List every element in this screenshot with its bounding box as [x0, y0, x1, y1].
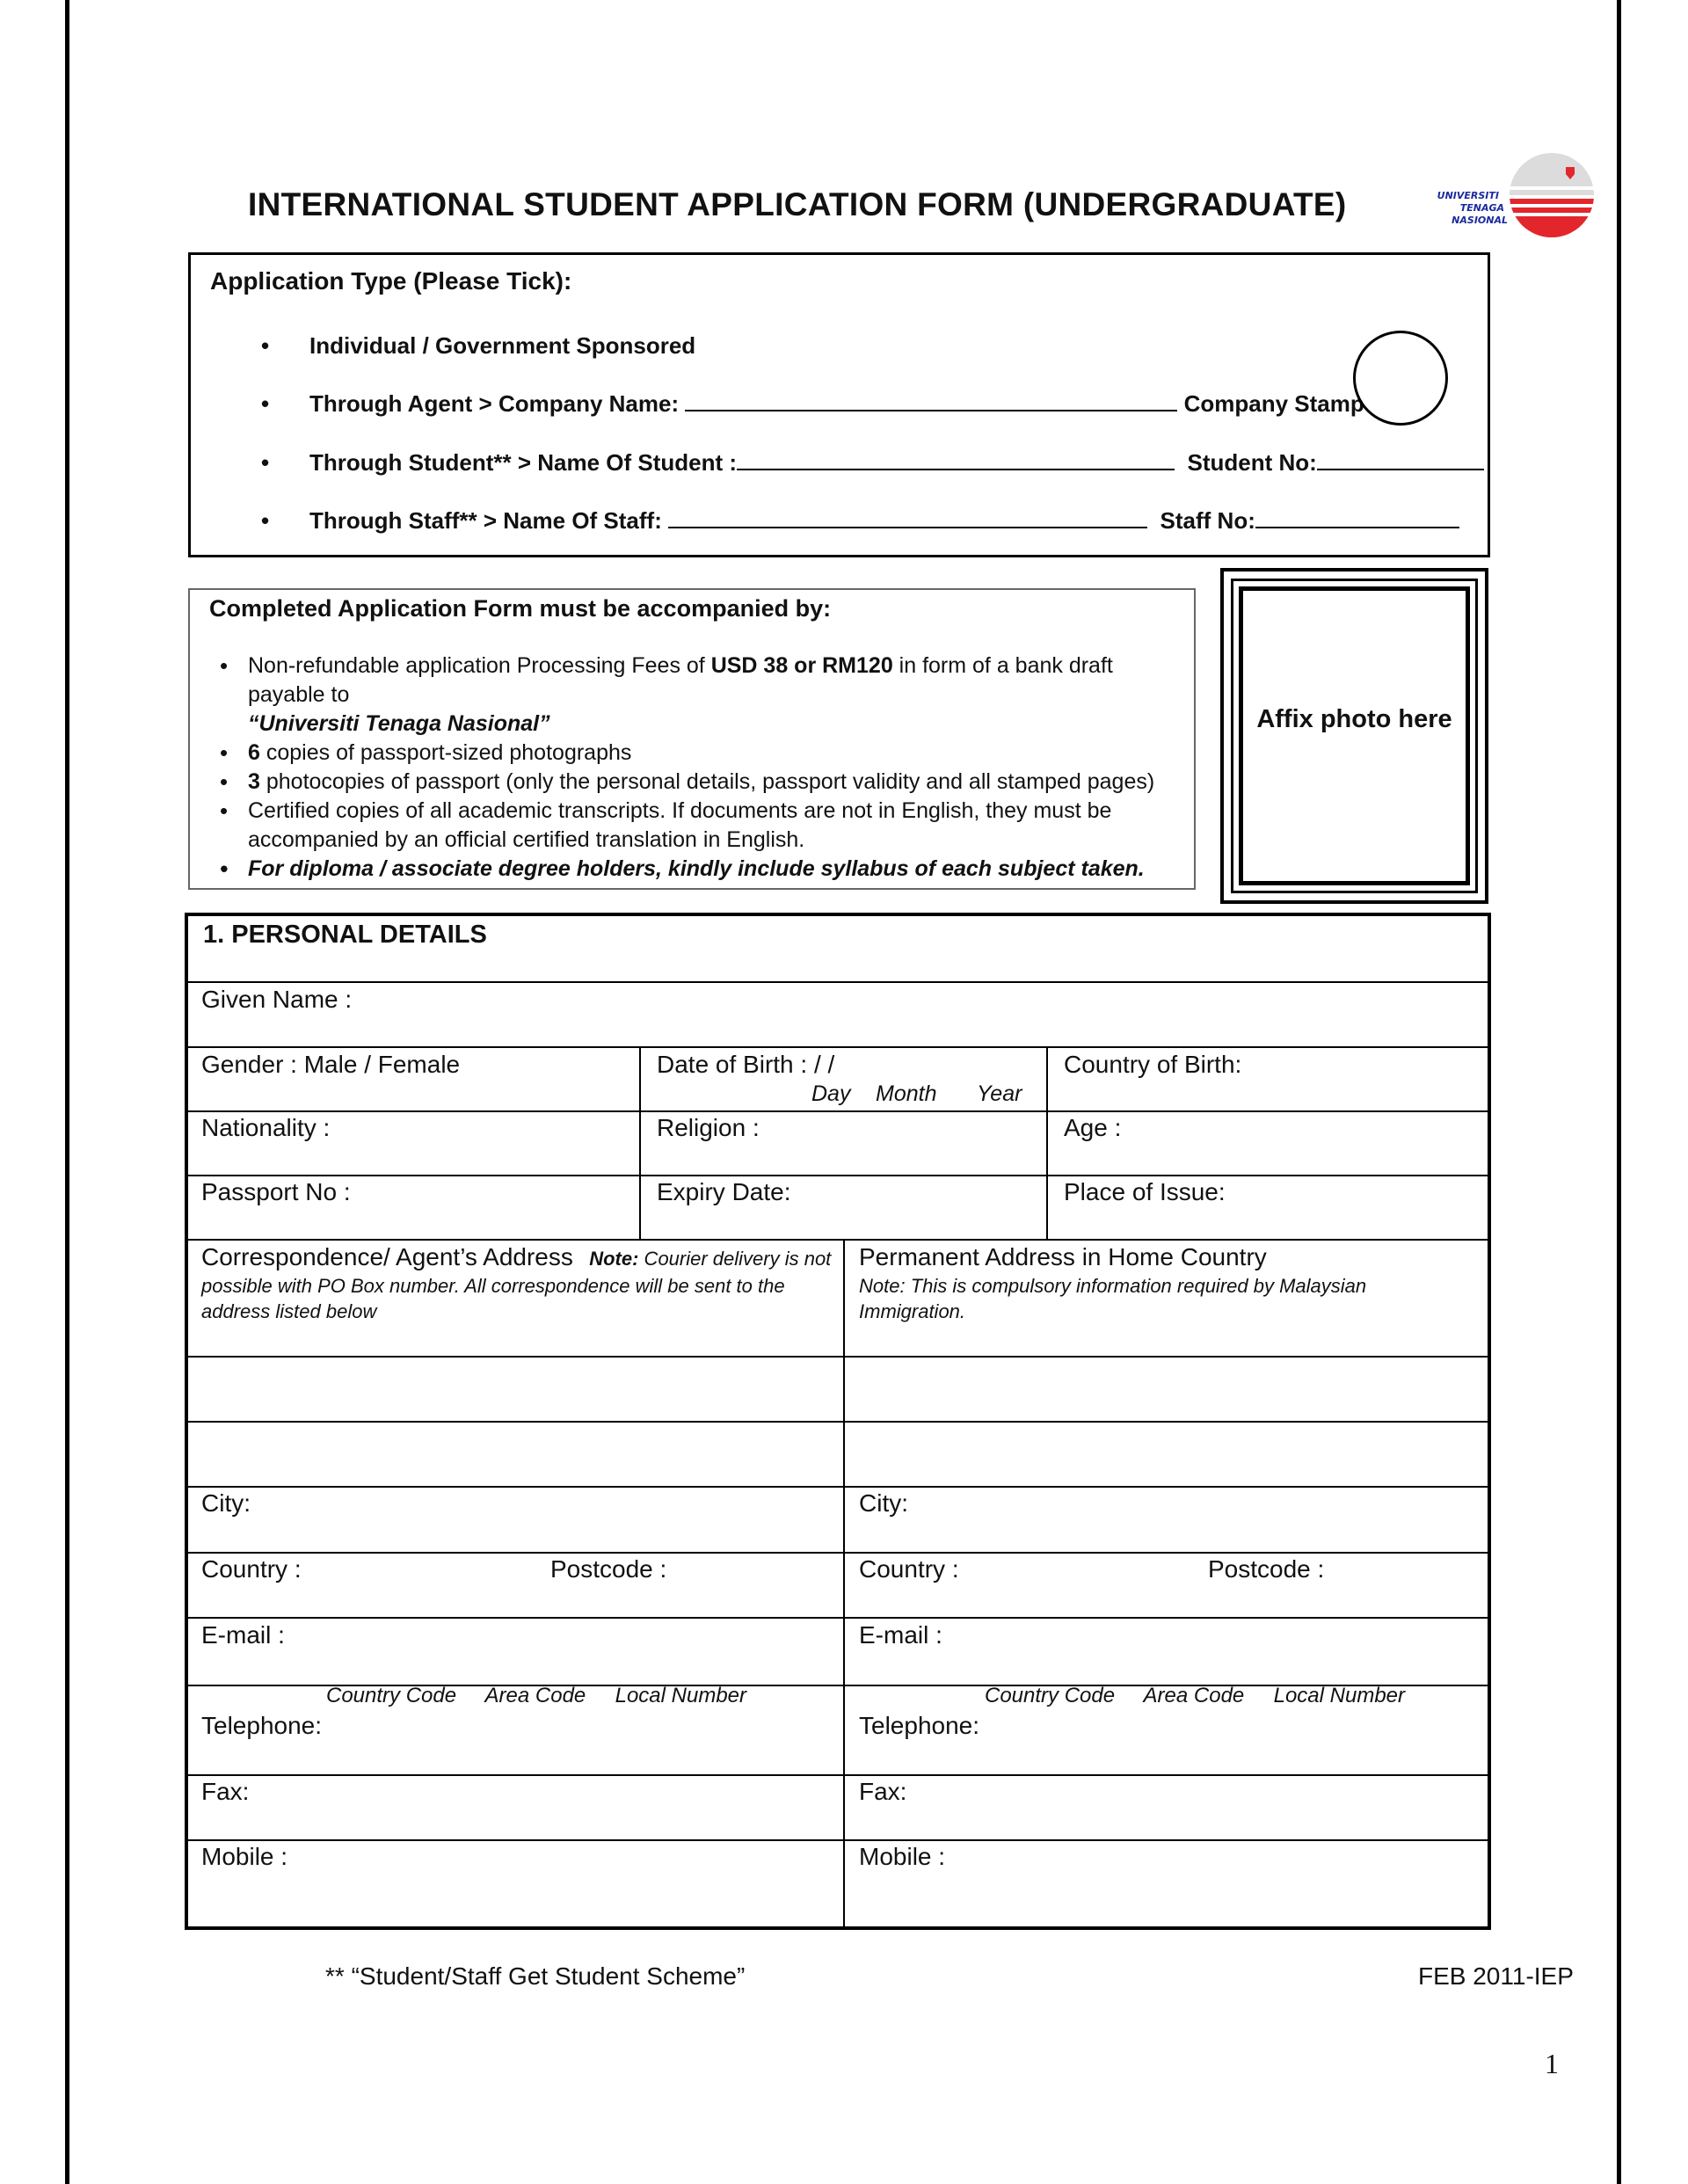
bullet-icon: •: [261, 507, 270, 534]
requirement-item: • Certified copies of all academic transcripts. If documents are not in English, they must be accompanied by an official certified translation in English.: [248, 797, 1194, 855]
correspondence-address-title: Correspondence/ Agent’s Address Note: Courier delivery is not: [201, 1243, 832, 1270]
page-right-border: [1617, 0, 1621, 2184]
affix-photo-label: Affix photo here: [1256, 705, 1452, 733]
correspondence-note: possible with PO Box number. All correspondence will be sent to the address listed below: [201, 1275, 785, 1322]
student-no-label: Student No:: [1187, 449, 1317, 476]
option-student-label: Through Student** > Name Of Student : Student No:: [309, 449, 1484, 477]
company-stamp-circle[interactable]: [1353, 331, 1448, 426]
section-title: 1. PERSONAL DETAILS: [203, 921, 487, 949]
option-individual-label: Individual / Government Sponsored: [309, 332, 696, 359]
form-code: FEB 2011-IEP: [1418, 1962, 1574, 1990]
staff-name-line[interactable]: [668, 507, 1147, 528]
expiry-date-label[interactable]: Expiry Date:: [657, 1178, 791, 1205]
requirements-header: Completed Application Form must be accompanied by:: [209, 595, 832, 622]
row-divider: [188, 981, 1488, 983]
age-label[interactable]: Age :: [1064, 1114, 1122, 1141]
correspondence-phone-codes: Country Code Area Code Local Number: [326, 1684, 747, 1707]
row-divider: [188, 1774, 1488, 1776]
photo-box[interactable]: [1220, 568, 1488, 904]
option-staff-label: Through Staff** > Name Of Staff: Staff No:: [309, 507, 1459, 535]
correspondence-fax-label[interactable]: Fax:: [201, 1778, 250, 1805]
photo-frame-inner: [1239, 586, 1470, 885]
page-number: 1: [1545, 2048, 1559, 2079]
permanent-address-title: Permanent Address in Home Country: [859, 1243, 1267, 1270]
row-divider: [188, 1486, 1488, 1488]
permanent-country-label[interactable]: Country :: [859, 1555, 959, 1583]
correspondence-email-label[interactable]: E-mail :: [201, 1621, 285, 1649]
correspondence-address-line-1[interactable]: [188, 1358, 843, 1421]
column-divider: [639, 1046, 641, 1241]
logo-text-line: NASIONAL: [1452, 215, 1508, 226]
column-divider: [1046, 1046, 1048, 1241]
permanent-note: Note: This is compulsory information required by Malaysian Immigration.: [859, 1275, 1367, 1322]
row-divider: [188, 1617, 1488, 1619]
logo-stripe: [1510, 186, 1594, 190]
logo-text-line: UNIVERSITI: [1437, 190, 1499, 201]
company-stamp-label: Company Stamp: [1183, 390, 1364, 417]
permanent-email-label[interactable]: E-mail :: [859, 1621, 942, 1649]
student-no-line[interactable]: [1317, 449, 1484, 470]
row-divider: [188, 1239, 1488, 1241]
company-name-line[interactable]: [685, 390, 1177, 411]
logo-stripe: [1510, 213, 1594, 216]
logo-stripe: [1510, 195, 1594, 199]
passport-no-label[interactable]: Passport No :: [201, 1178, 351, 1205]
religion-label[interactable]: Religion :: [657, 1114, 760, 1141]
permanent-address-line-2[interactable]: [845, 1423, 1488, 1486]
correspondence-address-line-2[interactable]: [188, 1423, 843, 1486]
requirement-item: • 6 copies of passport-sized photographs: [248, 739, 1194, 768]
column-divider: [843, 1239, 845, 1926]
correspondence-mobile-label[interactable]: Mobile :: [201, 1843, 288, 1870]
row-divider: [188, 1175, 1488, 1176]
correspondence-postcode-label[interactable]: Postcode :: [550, 1555, 667, 1583]
country-of-birth-label[interactable]: Country of Birth:: [1064, 1051, 1242, 1078]
row-divider: [188, 1110, 1488, 1112]
place-of-issue-label[interactable]: Place of Issue:: [1064, 1178, 1226, 1205]
requirement-item: • 3 photocopies of passport (only the personal details, passport validity and all stamped pages): [248, 768, 1194, 797]
dob-label[interactable]: Date of Birth : / /: [657, 1051, 835, 1078]
application-type-box: [188, 252, 1490, 557]
student-name-line[interactable]: [737, 449, 1175, 470]
dob-day-label: Day: [811, 1081, 851, 1106]
row-divider: [188, 1839, 1488, 1841]
requirement-item: • For diploma / associate degree holders, kindly include syllabus of each subject taken.: [248, 855, 1194, 884]
staff-no-label: Staff No:: [1160, 507, 1255, 534]
correspondence-country-label[interactable]: Country :: [201, 1555, 302, 1583]
page-left-border: [65, 0, 69, 2184]
page-title: INTERNATIONAL STUDENT APPLICATION FORM (UNDERGRADUATE): [248, 186, 1347, 222]
personal-details-table: [185, 913, 1491, 1930]
permanent-postcode-label[interactable]: Postcode :: [1208, 1555, 1325, 1583]
university-logo: [1411, 151, 1596, 239]
requirements-box: [188, 588, 1196, 890]
staff-no-line[interactable]: [1255, 507, 1459, 528]
logo-stripe: [1510, 204, 1594, 207]
correspondence-city-label[interactable]: City:: [201, 1489, 251, 1517]
requirement-item: • Non-refundable application Processing Fees of USD 38 or RM120 in form of a bank draft payable to “Universiti Tenaga Nasional”: [248, 652, 1194, 739]
scheme-footnote: ** “Student/Staff Get Student Scheme”: [325, 1962, 746, 1990]
dob-month-label: Month: [876, 1081, 937, 1106]
dob-year-label: Year: [977, 1081, 1022, 1106]
requirements-list: [209, 652, 1194, 884]
row-divider: [188, 1552, 1488, 1554]
permanent-phone-codes: Country Code Area Code Local Number: [985, 1684, 1406, 1707]
permanent-fax-label[interactable]: Fax:: [859, 1778, 907, 1805]
nationality-label[interactable]: Nationality :: [201, 1114, 331, 1141]
logo-text-line: TENAGA: [1459, 202, 1504, 214]
bullet-icon: •: [261, 449, 270, 476]
bullet-icon: •: [261, 390, 270, 417]
given-name-label[interactable]: Given Name :: [201, 986, 353, 1013]
permanent-address-line-1[interactable]: [845, 1358, 1488, 1421]
permanent-mobile-label[interactable]: Mobile :: [859, 1843, 946, 1870]
application-type-header: Application Type (Please Tick):: [210, 267, 572, 295]
option-agent-label: Through Agent > Company Name: Company Stamp: [309, 390, 1364, 417]
correspondence-telephone-label[interactable]: Telephone:: [201, 1712, 323, 1739]
bullet-icon: •: [261, 332, 270, 359]
permanent-city-label[interactable]: City:: [859, 1489, 908, 1517]
permanent-telephone-label[interactable]: Telephone:: [859, 1712, 980, 1739]
gender-label[interactable]: Gender : Male / Female: [201, 1051, 461, 1078]
row-divider: [188, 1046, 1488, 1048]
